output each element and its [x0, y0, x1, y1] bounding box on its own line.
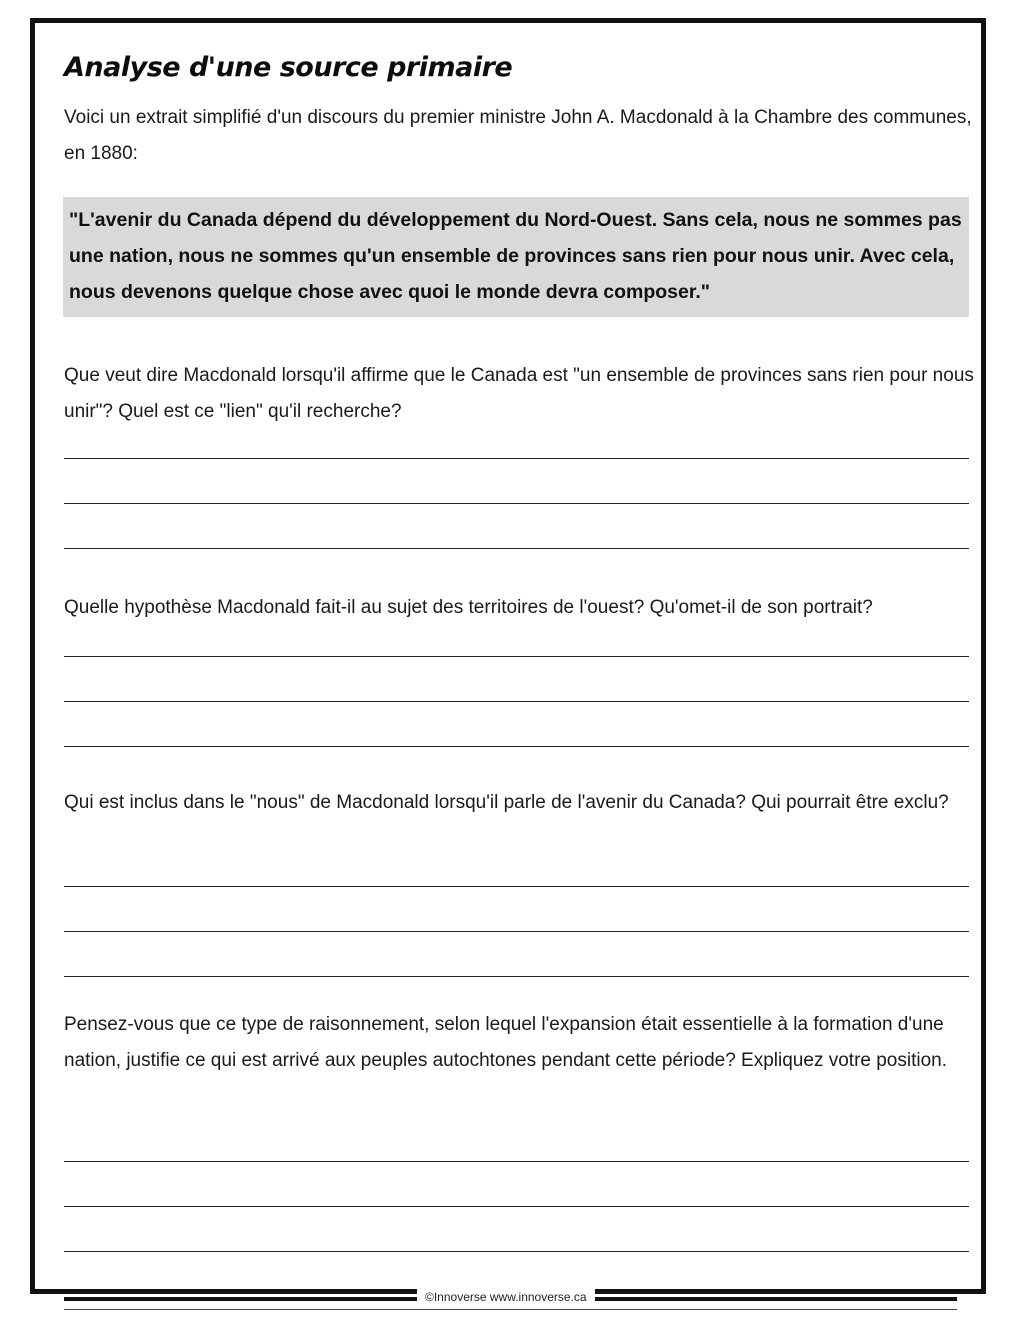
- bottom-divider: [64, 1309, 957, 1310]
- answer-line-1a[interactable]: [64, 458, 969, 459]
- answer-line-4a[interactable]: [64, 1161, 969, 1162]
- footer-copyright: ©Innoverse www.innoverse.ca: [417, 1288, 595, 1306]
- answer-line-2a[interactable]: [64, 656, 969, 657]
- answer-line-1c[interactable]: [64, 548, 969, 549]
- question-4: Pensez-vous que ce type de raisonnement, selon lequel l'expansion était essentielle à la formation d'une nation, justifie ce qui est arrivé aux peuples autochtones pendant cette période? Expliquez votre position.: [64, 1014, 948, 1071]
- answer-line-1b[interactable]: [64, 503, 969, 504]
- answer-line-4c[interactable]: [64, 1251, 969, 1252]
- answer-line-2b[interactable]: [64, 701, 969, 702]
- intro-text: Voici un extrait simplifié d'un discours du premier ministre John A. Macdonald à la Chambre des communes, en 1880:: [64, 107, 972, 164]
- quote-block: "L'avenir du Canada dépend du développement du Nord-Ouest. Sans cela, nous ne sommes pas une nation, nous ne sommes qu'un ensemble de provinces sans rien pour nous unir. Avec cela, nous devenons quelque chose avec quoi le monde devra composer.": [63, 197, 969, 317]
- answer-line-4b[interactable]: [64, 1206, 969, 1207]
- answer-line-2c[interactable]: [64, 746, 969, 747]
- question-2: Quelle hypothèse Macdonald fait-il au sujet des territoires de l'ouest? Qu'omet-il de son portrait?: [64, 597, 873, 618]
- answer-line-3b[interactable]: [64, 931, 969, 932]
- answer-line-3a[interactable]: [64, 886, 969, 887]
- question-3: Qui est inclus dans le "nous" de Macdonald lorsqu'il parle de l'avenir du Canada? Qui pourrait être exclu?: [64, 792, 949, 813]
- question-1: Que veut dire Macdonald lorsqu'il affirme que le Canada est "un ensemble de provinces sans rien pour nous unir"? Quel est ce "lien" qu'il recherche?: [64, 365, 974, 422]
- page-title: Analyse d'une source primaire: [64, 52, 513, 83]
- answer-line-3c[interactable]: [64, 976, 969, 977]
